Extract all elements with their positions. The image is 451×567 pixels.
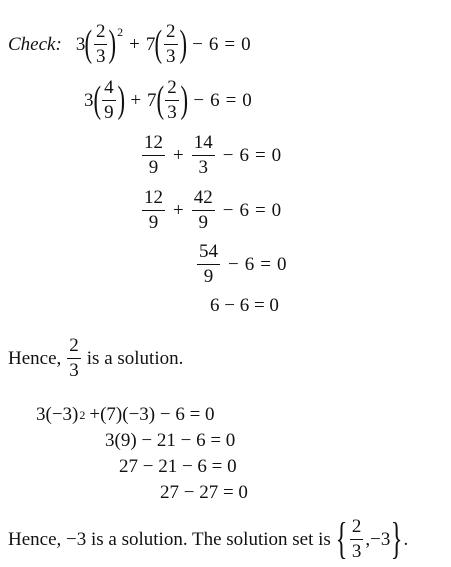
fraction: $\frac{14}{3}$	[193, 132, 213, 178]
fraction: $\frac{2}{3}$	[95, 21, 106, 67]
hence-line-2: Hence, −3 is a solution. The solution set is { $\frac{2}{3}$ , −3 } .	[8, 514, 409, 564]
check2-line-1: 3(−3) 2 +(7)(−3) − 6 = 0	[36, 404, 215, 425]
fraction: $\frac{2}{3}$	[69, 335, 79, 381]
check2-line-4: 27 − 27 = 0	[160, 482, 248, 503]
hence-line-1: Hence, $\frac{2}{3}$ is a solution.	[8, 335, 184, 381]
fraction: $\frac{4}{9}$	[104, 77, 114, 123]
check-line-3: $\frac{12}{9}$ + $\frac{14}{3}$ − 6 = 0	[144, 132, 282, 178]
check-line-4: $\frac{12}{9}$ + $\frac{42}{9}$ − 6 = 0	[144, 187, 282, 233]
fraction: $\frac{12}{9}$	[144, 132, 163, 178]
check-line-6: 6 − 6 = 0	[210, 295, 279, 316]
check-line-2: 3 ( $\frac{4}{9}$ ) + 7 ( $\frac{2}{3}$ ) − 6 = 0	[84, 77, 252, 123]
fraction: $\frac{12}{9}$	[144, 187, 163, 233]
coef: 3	[75, 33, 86, 55]
check2-line-2: 3(9) − 21 − 6 = 0	[105, 430, 236, 451]
check-label: Check:	[8, 33, 62, 55]
check2-line-3: 27 − 21 − 6 = 0	[119, 456, 237, 477]
check-line-5: $\frac{54}{9}$ − 6 = 0	[199, 241, 287, 287]
fraction: $\frac{2}{3}$	[351, 516, 362, 562]
fraction: $\frac{2}{3}$	[167, 77, 177, 123]
check-line-1: Check: 3 ( $\frac{2}{3}$ ) 2 + 7 ( $\frac{2}{3}$ ) − 6 = 0	[8, 21, 251, 67]
fraction: $\frac{2}{3}$	[166, 21, 176, 67]
fraction: $\frac{54}{9}$	[199, 241, 218, 287]
exponent: 2	[117, 25, 124, 39]
fraction: $\frac{42}{9}$	[193, 187, 213, 233]
